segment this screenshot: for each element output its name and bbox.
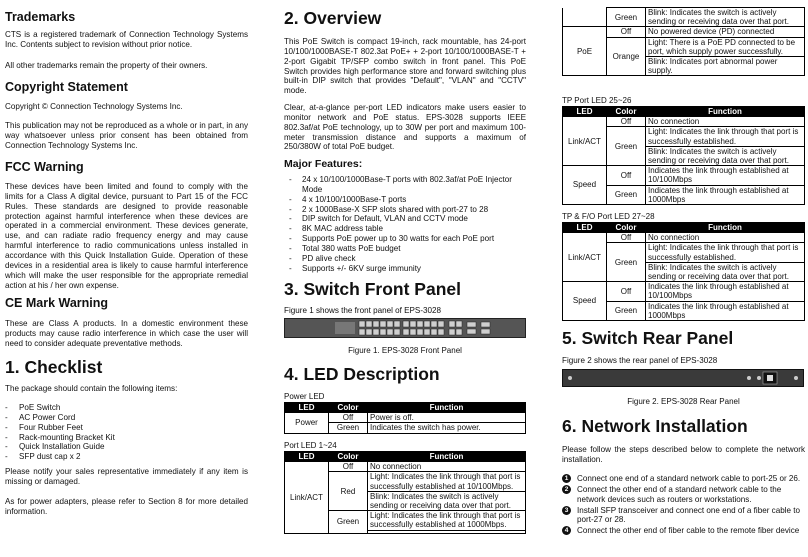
install-intro: Please follow the steps described below to complete the network installation.: [562, 445, 805, 464]
led-function: Indicates the link through established at 10/100Mbps: [646, 282, 805, 301]
list-item: [562, 526, 805, 536]
col-header-color: Color: [329, 452, 368, 462]
col-header-function: Function: [368, 403, 526, 413]
led-function: Power is off.: [368, 413, 526, 423]
led-name-speed: Speed: [563, 166, 607, 205]
step-number-badge: 2: [562, 485, 571, 494]
rear-panel-heading: 5. Switch Rear Panel: [562, 328, 734, 348]
led-name-linkact: Link/ACT: [563, 233, 607, 282]
front-panel-ports-graphic: [285, 319, 525, 337]
led-function: Light: Indicates the link through that port is successfully established at 10/100Mbps.: [368, 472, 526, 491]
list-item: - DIP switch for Default, VLAN and CCTV mode: [284, 214, 526, 224]
step-text: Connect the other end of fiber cable to the remote fiber device: [577, 526, 800, 536]
led-function: No connection: [646, 117, 805, 127]
led-function: No connection: [368, 462, 526, 472]
list-item: - Supports +/- 6KV surge immunity: [284, 264, 526, 274]
led-color-green: Green: [607, 127, 646, 166]
col-header-led: LED: [285, 452, 329, 462]
front-panel-image: [284, 318, 526, 338]
step-number-badge: 3: [562, 506, 571, 515]
copyright-reproduce-text: This publication may not be reproduced as a whole or in part, in any way whatsoever unless prior consent has been obtained from Connection Technology Systems Inc.: [5, 121, 248, 150]
copyright-heading: Copyright Statement: [5, 80, 128, 94]
overview-text-1: This PoE Switch is compact 19-inch, rack mountable, has 24-port 10/100/1000BASE-T 802.3at PoE+ + 2-port 10/100/1000BASE-T + 2-port Gigabit TP/SFP combo switch in front panel. This PoE Switch provides high performance store and forward switching plus built-in DIP switch that provides "Default", "VLAN" and "CCTV" mode.: [284, 37, 526, 96]
col-header-led: LED: [563, 107, 607, 117]
list-item: [562, 485, 805, 505]
led-color-green: Green: [607, 301, 646, 320]
led-color-off: Off: [607, 233, 646, 243]
front-panel-heading: 3. Switch Front Panel: [284, 279, 461, 299]
led-function: Light: Indicates the link through that port is successfully established.: [646, 127, 805, 146]
power-led-label: Power LED: [284, 392, 325, 401]
led-function-cut: [368, 530, 526, 533]
checklist-heading: 1. Checklist: [5, 357, 103, 377]
overview-text-2: Clear, at-a-glance per-port LED indicators make users easier to monitor network and PoE status. EPS-3028 supports IEEE 802.3af/at PoE technology, up to 30W per port and maximum 100-meter transmission distance and supports a maximum of 250/380W of total PoE budget.: [284, 103, 526, 152]
led-color-off: Off: [329, 413, 368, 423]
list-item: - AC Power Cord: [5, 413, 248, 423]
features-list: [284, 175, 526, 274]
led-function: Blink: Indicates the switch is actively sending or receiving data over that port.: [646, 262, 805, 281]
led-function: Light: There is a PoE PD connected to be port, which supply power successfully.: [646, 37, 805, 56]
led-color-green: Green: [329, 423, 368, 433]
step-number-badge: 1: [562, 474, 571, 483]
led-name-poe: PoE: [563, 27, 607, 76]
copyright-text: Copyright © Connection Technology Systems Inc.: [5, 102, 183, 111]
list-item: - PoE Switch: [5, 403, 248, 413]
list-item: [562, 474, 805, 484]
port-led-label: Port LED 1~24: [284, 441, 337, 450]
led-function: No powered device (PD) connected: [646, 27, 805, 37]
led-function: Blink: Indicates the switch is actively sending or receiving data over that port.: [646, 146, 805, 165]
rear-panel-caption: Figure 2. EPS-3028 Rear Panel: [627, 397, 740, 406]
fcc-text: These devices have been limited and found to comply with the limits for a Class A digital device, pursuant to Part 15 of the FCC Rules. These standards are designed to provide reasonable protection against harmful interference when these devices are operated in a commercial environment. These devices generate, use, and can radiate radio frequency energy and may cause harmful interference to radio communications unless installed in accordance with this Quick Installation Guide. Operation of these devices in a residential area is likely to cause harmful interference which will make the user responsible for the appropriate remedial action at his / her own expense.: [5, 182, 248, 290]
led-name-speed: Speed: [563, 282, 607, 321]
checklist-power-text: As for power adapters, please refer to Section 8 for more detailed information.: [5, 497, 248, 516]
led-heading: 4. LED Description: [284, 364, 440, 384]
led-function: Blink: Indicates the switch is actively sending or receiving data over that port.: [368, 491, 526, 510]
col-header-function: Function: [646, 107, 805, 117]
led-name-linkact: Link/ACT: [563, 117, 607, 166]
poe-led-table: [562, 7, 805, 76]
led-name-blank: [563, 8, 607, 27]
list-item: - 24 x 10/100/1000Base-T ports with 802.3af/at PoE Injector Mode: [284, 175, 526, 195]
led-color-off: Off: [607, 166, 646, 185]
trademarks-owners-text: All other trademarks remain the property of their owners.: [5, 61, 208, 70]
col-header-color: Color: [607, 223, 646, 233]
step-text: Install SFP transceiver and connect one end of a fiber cable to port-27 or 28.: [577, 505, 801, 525]
rear-panel-graphic: [563, 370, 803, 386]
led-function: Indicates the link through established at 1000Mbps: [646, 301, 805, 320]
step-text: Connect the other end of a standard network cable to the network devices such as routers or workstations.: [577, 484, 782, 504]
rear-panel-intro: Figure 2 shows the rear panel of EPS-3028: [562, 356, 718, 365]
power-led-table: [284, 402, 526, 434]
col-header-function: Function: [646, 223, 805, 233]
checklist-notify-text: Please notify your sales representative immediately if any item is missing or damaged.: [5, 467, 248, 486]
install-steps: [562, 474, 805, 537]
overview-heading: 2. Overview: [284, 8, 382, 28]
list-item: - Quick Installation Guide: [5, 442, 248, 452]
list-item: - 4 x 10/100/1000Base-T ports: [284, 195, 526, 205]
fo-led-label: TP & F/O Port LED 27~28: [562, 212, 655, 221]
led-name-power: Power: [285, 413, 329, 433]
led-color-green: Green: [607, 185, 646, 204]
trademarks-heading: Trademarks: [5, 10, 76, 24]
led-color-orange: Orange: [607, 37, 646, 76]
led-color-green: Green: [607, 243, 646, 282]
led-function: Blink: Indicates the switch is actively sending or receiving data over that port.: [646, 8, 805, 27]
led-color-green: Green: [329, 511, 368, 533]
ce-heading: CE Mark Warning: [5, 296, 109, 310]
led-function: Light: Indicates the link through that port is successfully established.: [646, 243, 805, 262]
list-item: - SFP dust cap x 2: [5, 452, 248, 462]
led-color-green: Green: [607, 8, 646, 27]
front-panel-caption: Figure 1. EPS-3028 Front Panel: [348, 346, 462, 355]
col-header-led: LED: [563, 223, 607, 233]
list-item: - Four Rubber Feet: [5, 423, 248, 433]
list-item: - PD alive check: [284, 254, 526, 264]
front-panel-intro: Figure 1 shows the front panel of EPS-3028: [284, 306, 442, 315]
led-function: Blink: Indicates port abnormal power supply.: [646, 56, 805, 75]
col-header-led: LED: [285, 403, 329, 413]
led-color-off: Off: [607, 27, 646, 37]
list-item: - 2 x 1000Base-X SFP slots shared with port-27 to 28: [284, 205, 526, 215]
led-color-red: Red: [329, 472, 368, 511]
fo-led-table: [562, 222, 805, 321]
trademarks-text: CTS is a registered trademark of Connection Technology Systems Inc. Contents subject to revision without prior notice.: [5, 30, 248, 49]
checklist-intro: The package should contain the following items:: [5, 384, 178, 393]
fcc-heading: FCC Warning: [5, 160, 84, 174]
led-function: Light: Indicates the link through that port is successfully established at 1000Mbps.: [368, 511, 526, 530]
col-header-color: Color: [329, 403, 368, 413]
led-function: No connection: [646, 233, 805, 243]
ce-text: These are Class A products. In a domestic environment these products may cause radio interference in which case the user will need to consider adequate preventative methods.: [5, 319, 248, 348]
install-heading: 6. Network Installation: [562, 416, 748, 436]
list-item: - Total 380 watts PoE budget: [284, 244, 526, 254]
col-header-function: Function: [368, 452, 526, 462]
rear-panel-image: [562, 369, 804, 387]
led-name-linkact: Link/ACT: [285, 462, 329, 533]
tp-led-label: TP Port LED 25~26: [562, 96, 632, 105]
checklist-list: [5, 403, 248, 462]
led-color-off: Off: [607, 282, 646, 301]
step-number-badge: 4: [562, 526, 571, 535]
led-color-off: Off: [607, 117, 646, 127]
led-function: Indicates the link through established at 10/100Mbps: [646, 166, 805, 185]
list-item: - Supports PoE power up to 30 watts for each PoE port: [284, 234, 526, 244]
list-item: - 8K MAC address table: [284, 224, 526, 234]
led-color-off: Off: [329, 462, 368, 472]
step-text: Connect one end of a standard network cable to port-25 or 26.: [577, 474, 801, 483]
led-function: Indicates the switch has power.: [368, 423, 526, 433]
list-item: [562, 506, 805, 526]
tp-led-table: [562, 106, 805, 205]
list-item: - Rack-mounting Bracket Kit: [5, 433, 248, 443]
col-header-color: Color: [607, 107, 646, 117]
features-heading: Major Features:: [284, 158, 363, 170]
led-function: Indicates the link through established at 1000Mbps: [646, 185, 805, 204]
port-led-table: [284, 451, 526, 534]
